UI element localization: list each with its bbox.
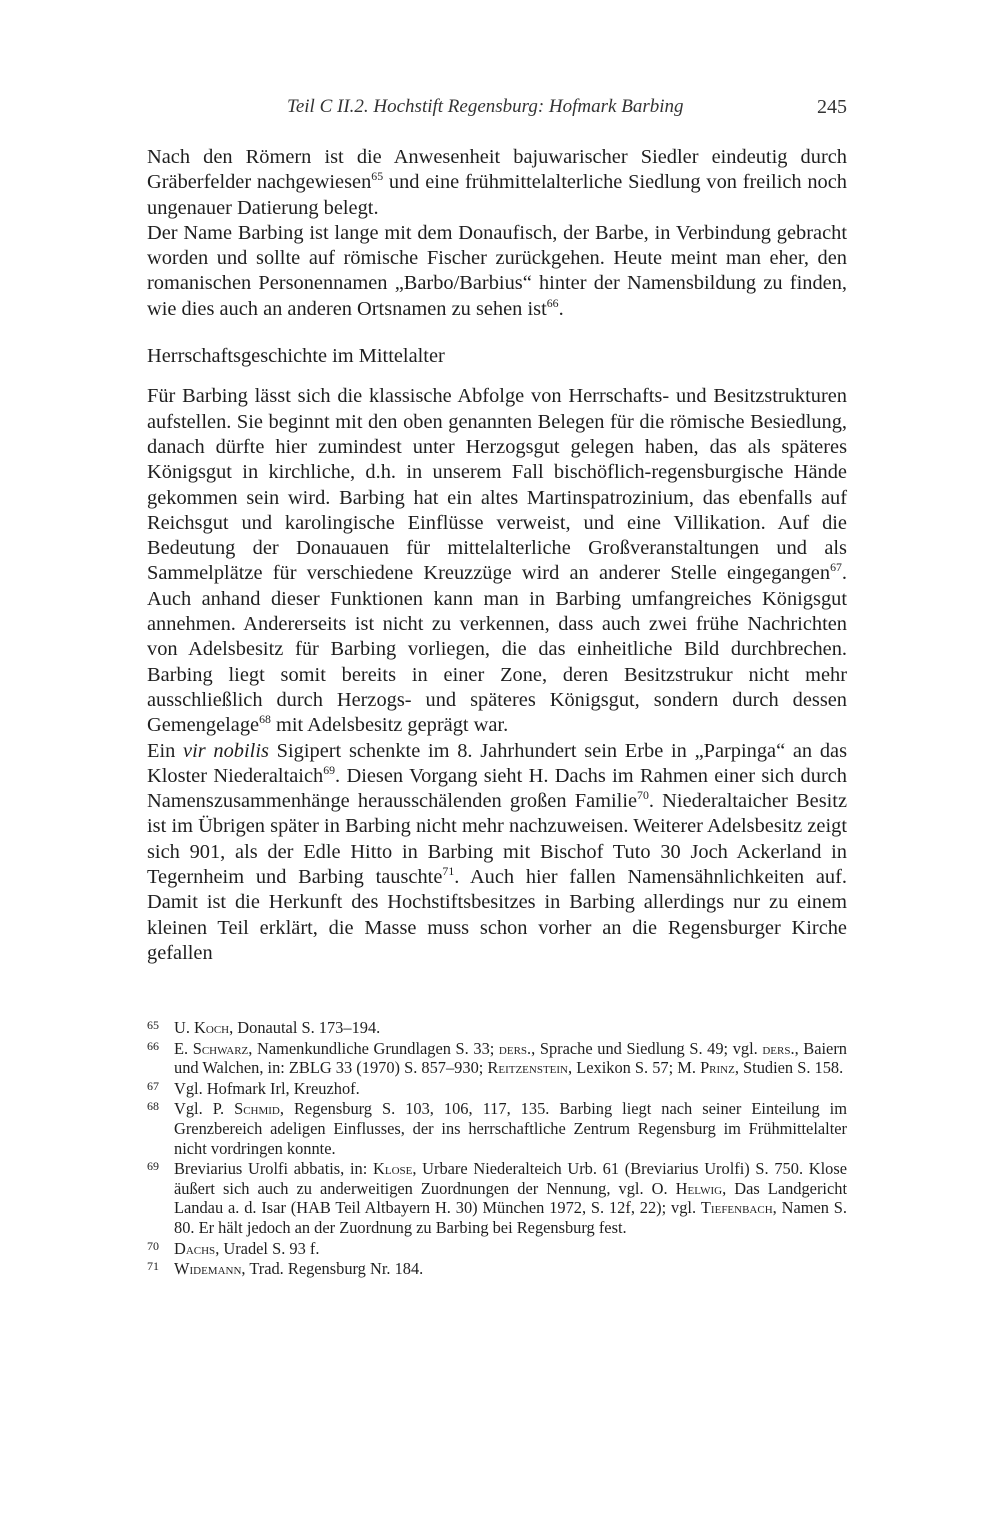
author-name: Prinz	[700, 1058, 735, 1078]
text-run: Für Barbing lässt sich die klassische Abfolge von Herrschafts- und Besitzstrukturen aufstellen. Sie beginnt mit den oben genannten Belegen für die römische Besiedlung, danach dürfte hier zumindest unter Herzogsgut gelegen haben, das als späteres Königsgut in kirchliche, d.h. in unserem Fall bischöflich-regensburgische Hände gekommen sein wird. Barbing hat ein altes Martinspatrozinium, das ebenfalls auf Reichsgut und karolingische Einflüsse verweist, und eine Villikation. Auf die Bedeutung der Donauauen für mittelalterliche Großveranstaltungen und als Sammelplätze für verschiedene Kreuzzüge wird an anderer Stelle eingegangen	[147, 385, 847, 585]
text-run: , Das Landgericht Landau a. d. Isar (HAB Teil Altbayern H. 30) München 1972, S. 12f, 22); vgl.	[174, 1178, 847, 1218]
running-title: Teil C II.2. Hochstift Regensburg: Hofmark Barbing	[287, 96, 684, 117]
author-name: Schmid	[234, 1099, 280, 1119]
text-run: Vgl. Hofmark Irl, Kreuzhof.	[174, 1078, 360, 1098]
text-run: . Auch anhand dieser Funktionen kann man in Barbing umfangreiches Königsgut annehmen. Andererseits ist nicht zu verkennen, dass auch zwei frühe Nachrichten von Adelsbesitz für Barbing vorliegen, die das einheitliche Bild durchbrechen. Barbing liegt somit bereits in einer Zone, deren Besitzstrukur nicht mehr ausschließlich durch Herzogs- und späteres Königsgut, sondern durch dessen Gemengelage	[147, 562, 847, 737]
footnote	[147, 1159, 847, 1237]
footnote-ref: 69	[323, 763, 336, 778]
author-name: Tiefenbach	[700, 1198, 773, 1218]
author-name: Helwig	[675, 1178, 723, 1198]
author-name: ders.	[498, 1038, 532, 1058]
text-run: , Baiern und Walchen, in: ZBLG 33 (1970) S. 857–930;	[174, 1038, 847, 1078]
text-run: . Niederaltaicher Besitz ist im Übrigen später in Barbing nicht mehr nachzuweisen. Weiterer Adelsbesitz zeigt sich 901, als der Edle Hitto in Barbing mit Bischof Tuto 30 Joch Ackerland in Tegernheim und Barbing tauschte	[147, 790, 848, 889]
text-run: , Uradel S. 93 f.	[215, 1238, 320, 1258]
footnote	[147, 1099, 847, 1158]
author-name: Klose	[373, 1159, 413, 1179]
main-text	[147, 145, 847, 966]
paragraph	[147, 739, 847, 967]
author-name: Widemann	[174, 1259, 242, 1279]
footnote-number: 69	[147, 1159, 159, 1174]
footnote-ref: 68	[259, 712, 271, 727]
author-name: Koch	[194, 1018, 230, 1037]
text-run: , Sprache und Siedlung S. 49; vgl.	[531, 1038, 763, 1058]
text-run: , Urbare Niederalteich Urb. 61 (Breviarius Urolfi) S. 750. Klose äußert sich auch zu anderweitigen Zuordnungen der Nennung, vgl. O.	[174, 1159, 847, 1198]
footnote-number: 67	[147, 1078, 159, 1093]
footnote-number: 71	[147, 1259, 159, 1274]
paragraph	[147, 221, 847, 322]
text-run: Der Name Barbing ist lange mit dem Donaufisch, der Barbe, in Verbindung gebracht worden und sollte auf römische Fischer zurückgehen. Heute meint man eher, den romanischen Personennamen „Barbo/Barbius“ hinter der Namensbildung zu finden, wie dies auch an anderen Ortsnamen zu sehen ist	[147, 221, 847, 320]
page-header	[147, 96, 847, 128]
text-run: Vgl. P.	[174, 1099, 235, 1119]
text-run: . Diesen Vorgang sieht H. Dachs im Rahmen einer sich durch Namenszusammenhänge herausschälenden großen Familie	[147, 764, 847, 813]
footnote	[147, 1079, 847, 1099]
footnote-ref: 67	[830, 560, 842, 575]
text-run: , Studien S. 158.	[734, 1058, 844, 1078]
author-name: Reitzenstein	[487, 1058, 569, 1078]
footnote-ref: 71	[442, 864, 455, 879]
text-run: U.	[174, 1018, 195, 1037]
text-run: E.	[174, 1038, 193, 1058]
author-name: Dachs	[174, 1238, 216, 1258]
text-run: , Namenkundliche Grundlagen S. 33;	[248, 1038, 499, 1058]
footnote-number: 68	[147, 1099, 159, 1114]
footnote-ref: 66	[546, 295, 559, 310]
text-run: , Trad. Regensburg Nr. 184.	[241, 1259, 424, 1279]
footnote-number: 70	[147, 1238, 159, 1253]
footnote-ref: 65	[371, 169, 384, 184]
text-run: . Auch hier fallen Namensähnlichkeiten auf. Damit ist die Herkunft des Hochstiftsbesitzes in Barbing allerdings nur zu einem kleinen Teil erklärt, die Masse muss schon vorher an die Regensburger Kirche gefallen	[147, 866, 847, 964]
text-run: Sigipert schenkte im 8. Jahrhundert sein Erbe in „Parpinga“ an das Kloster Niederaltaich	[147, 739, 848, 787]
text-run: , Namen S. 80. Er hält jedoch an der Zuordnung zu Barbing bei Regensburg fest.	[174, 1198, 848, 1237]
paragraph	[147, 145, 847, 221]
footnote	[147, 1259, 847, 1279]
author-name: Schwarz	[192, 1038, 249, 1058]
text-run: , Regensburg S. 103, 106, 117, 135. Barbing liegt nach seiner Einteilung im Grenzbereich adeligen Einflusses, der ins herrschaftliche Zentrum Regensburg im Frühmittelalter nicht vordringen konnte.	[174, 1099, 847, 1158]
footnote	[147, 1039, 847, 1078]
footnotes	[147, 1018, 847, 1280]
text-run: Ein	[147, 739, 184, 762]
section-heading: Herrschaftsgeschichte im Mittelalter	[147, 345, 445, 368]
paragraph	[147, 384, 847, 738]
footnote-number: 65	[147, 1018, 159, 1032]
text-run: Nach den Römern ist die Anwesenheit bajuwarischer Siedler eindeutig durch Gräberfelder nachgewiesen	[147, 146, 847, 194]
text-run: .	[558, 297, 564, 320]
footnote	[147, 1239, 847, 1259]
text-run: und eine frühmittelalterliche Siedlung von freilich noch ungenauer Datierung belegt.	[147, 171, 848, 219]
italic-term: vir nobilis	[183, 739, 269, 762]
text-run: mit Adelsbesitz geprägt war.	[270, 714, 509, 737]
page-number: 245	[817, 96, 847, 118]
footnote	[147, 1018, 847, 1038]
text-run: , Lexikon S. 57; M.	[568, 1058, 701, 1078]
footnote-number: 66	[147, 1038, 159, 1053]
text-run: Breviarius Urolfi abbatis, in:	[174, 1159, 374, 1179]
author-name: ders.	[762, 1038, 795, 1058]
text-run: , Donautal S. 173–194.	[229, 1018, 381, 1037]
footnote-ref: 70	[637, 788, 649, 803]
